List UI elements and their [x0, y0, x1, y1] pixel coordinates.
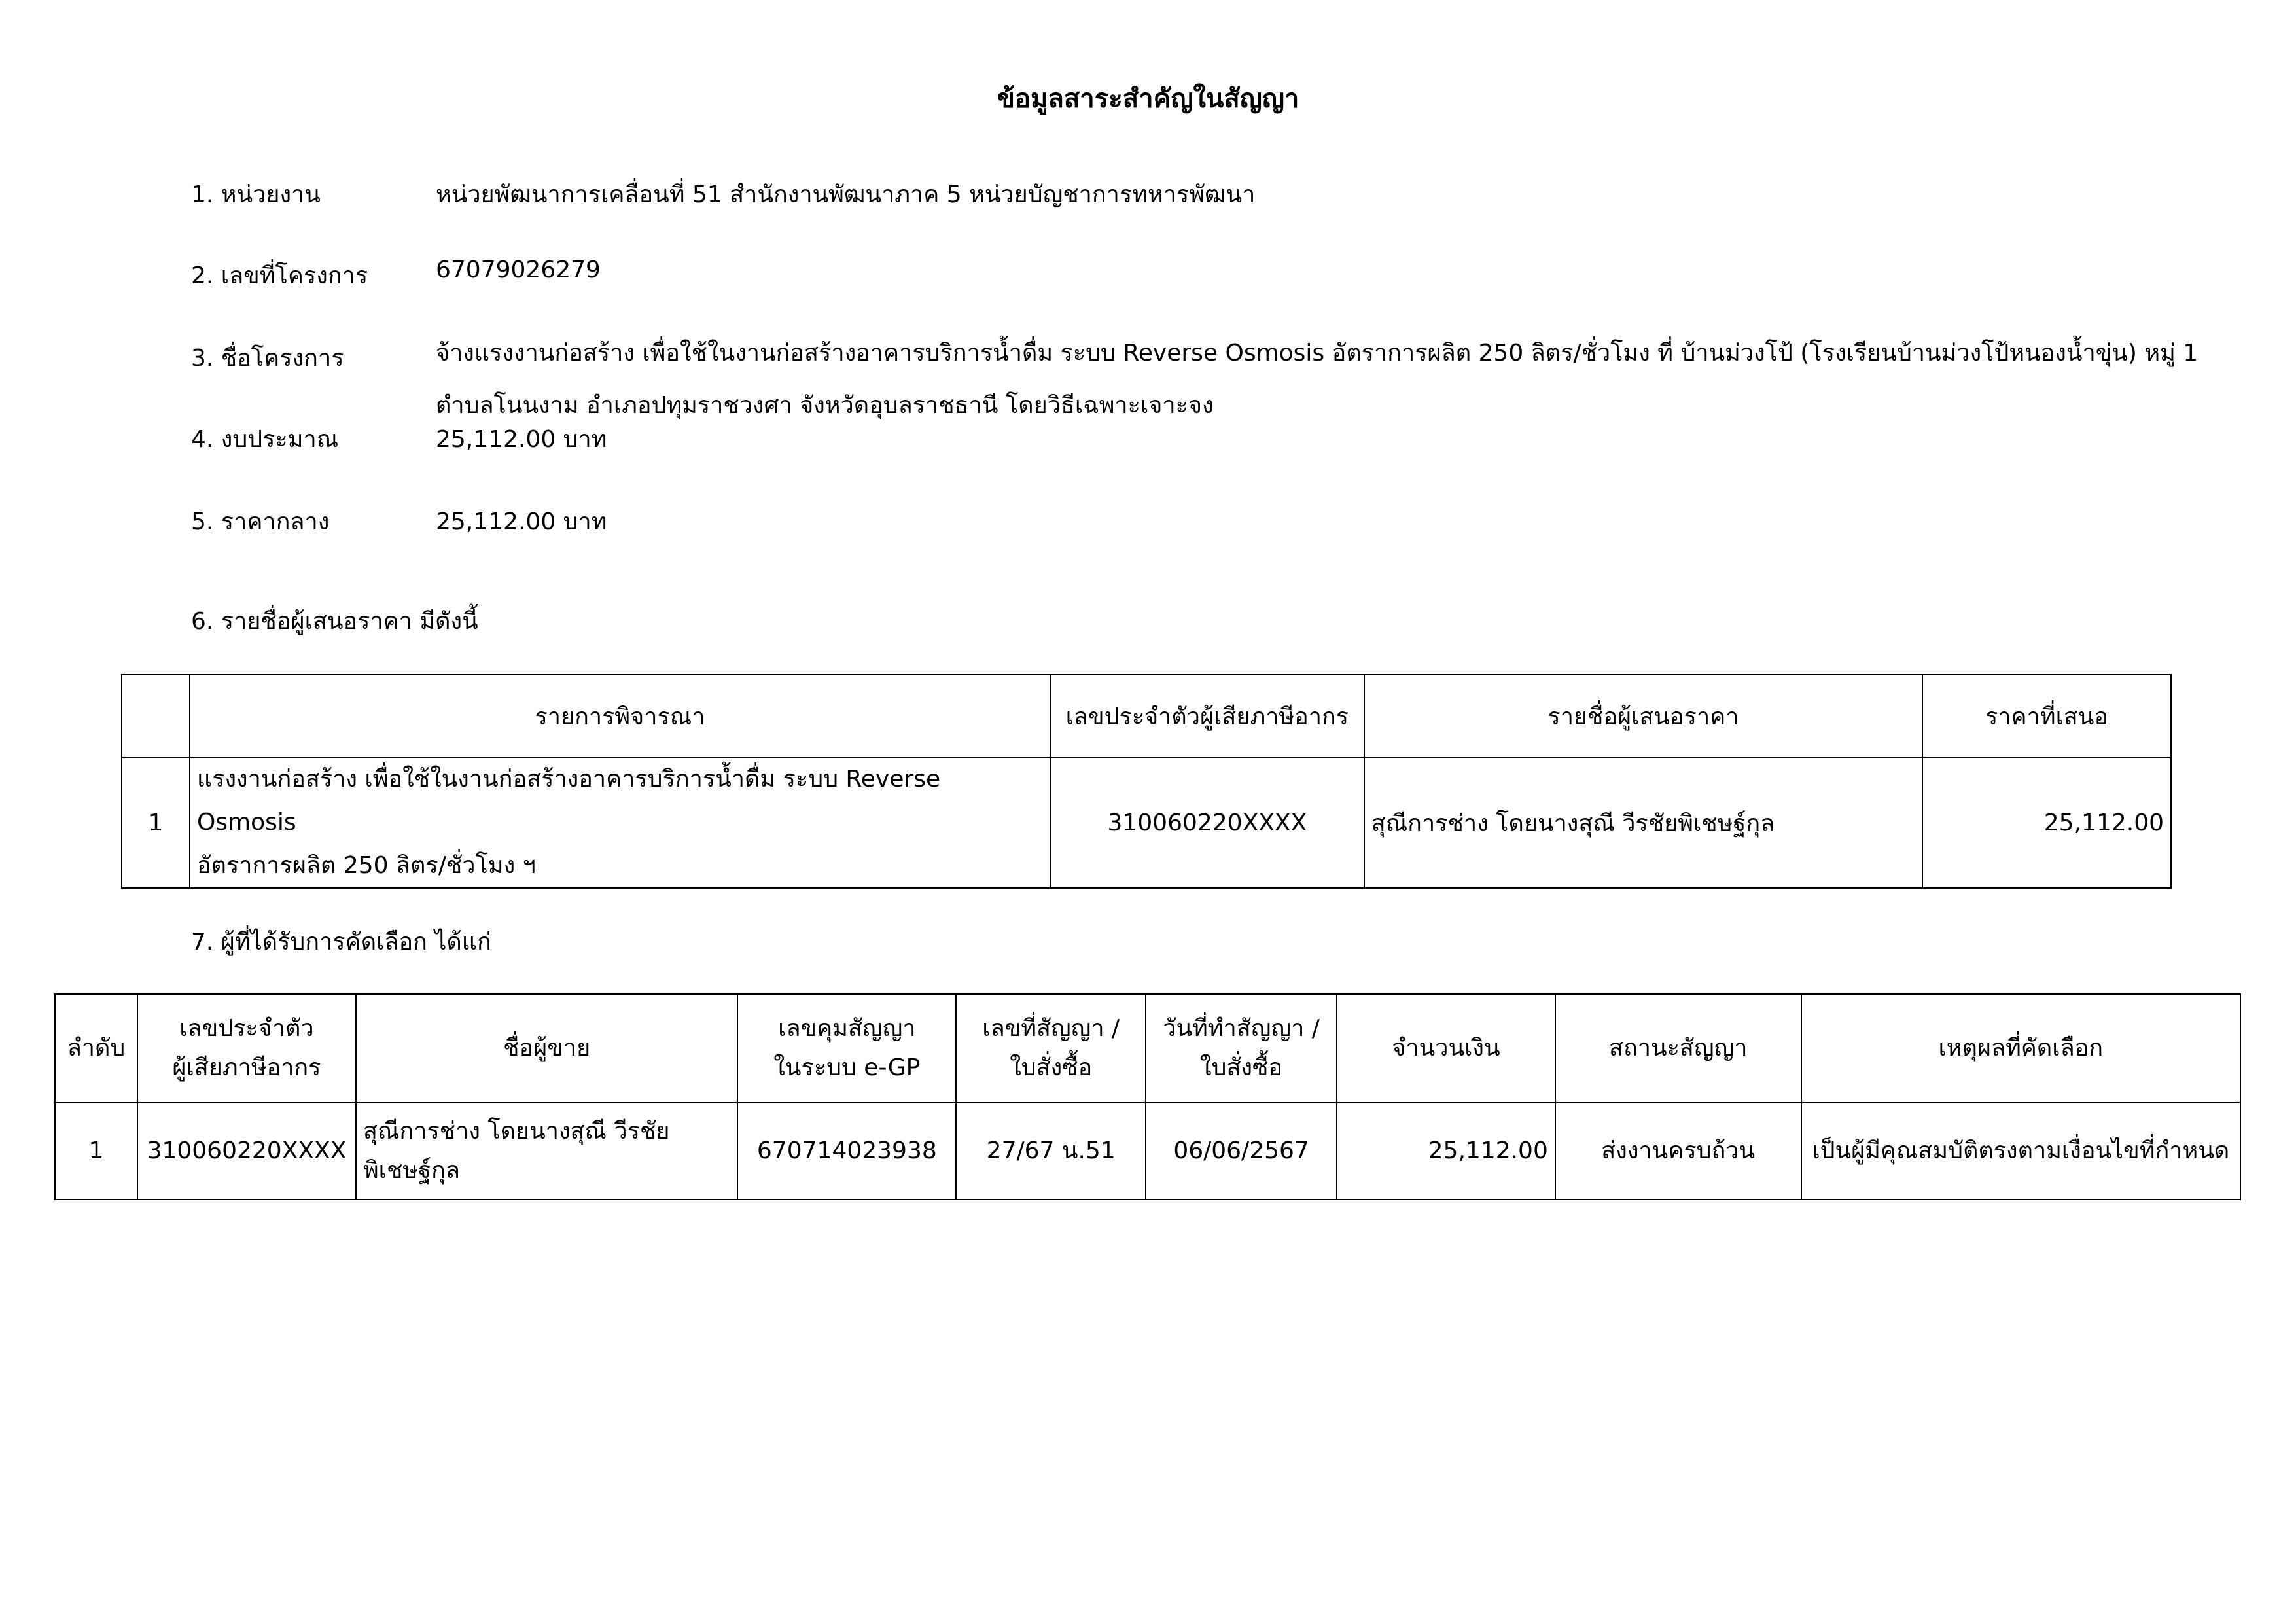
cell-reason: เป็นผู้มีคุณสมบัติตรงตามเงื่อนไขที่กำหนด — [1801, 1103, 2240, 1200]
cell-price: 25,112.00 — [1922, 757, 2171, 888]
cell-tax-id: 310060220XXXX — [137, 1103, 356, 1200]
field-value: 67079026279 — [436, 257, 601, 283]
cell-item — [190, 757, 1050, 888]
table-header-row — [55, 994, 2240, 1103]
header-line: เลขคุมสัญญา — [778, 1015, 916, 1042]
field-value: 25,112.00 บาท — [436, 426, 607, 453]
header-line: เลขประจำตัว — [179, 1015, 314, 1042]
field-label: 5. ราคากลาง — [191, 508, 330, 535]
column-header: ราคาที่เสนอ — [1922, 675, 2171, 757]
cell-seller-line1: สุณีการช่าง โดยนางสุณี วีรชัย — [362, 1118, 670, 1145]
winner-table — [54, 993, 2241, 1200]
cell-egp: 670714023938 — [737, 1103, 956, 1200]
bidders-table — [121, 674, 2172, 889]
field-value: 25,112.00 บาท — [436, 508, 607, 535]
header-line: วันที่ทำสัญญา / — [1163, 1015, 1320, 1042]
cell-status: ส่งงานครบถ้วน — [1555, 1103, 1801, 1200]
column-header: รายการพิจารณา — [190, 675, 1050, 757]
header-line: ผู้เสียภาษีอากร — [172, 1054, 321, 1081]
table-header-row — [122, 675, 2171, 757]
cell-seller-line2: พิเชษฐ์กุล — [362, 1157, 460, 1184]
field-label: 4. งบประมาณ — [191, 426, 339, 453]
field-label: 3. ชื่อโครงการ — [191, 345, 344, 372]
column-header: รายชื่อผู้เสนอราคา — [1364, 675, 1922, 757]
cell-item-line2: อัตราการผลิต 250 ลิตร/ชั่วโมง ฯ — [196, 852, 536, 879]
field-value: จ้างแรงงานก่อสร้าง เพื่อใช้ในงานก่อสร้างอาคารบริการน้ำดื่ม ระบบ Reverse Osmosis อัตราการผลิต 250 ลิตร/ชั่วโมง ที่ บ้านม่วงโป้ (โรงเรียนบ้านม่วงโป้หนองน้ำขุ่น) หมู่ 1 ตำบลโนนงาม อำเภอปทุมราชวงศา จังหวัดอุบลราชธานี โดยวิธีเฉพาะเจาะจง — [436, 340, 2199, 419]
table-row — [122, 757, 2171, 888]
header-line: เลขที่สัญญา / — [982, 1015, 1120, 1042]
section-bidders-label: 6. รายชื่อผู้เสนอราคา มีดังนี้ — [191, 608, 478, 635]
cell-no: 1 — [55, 1103, 137, 1200]
table-row — [55, 1103, 2240, 1200]
field-value: หน่วยพัฒนาการเคลื่อนที่ 51 สำนักงานพัฒนาภาค 5 หน่วยบัญชาการทหารพัฒนา — [436, 181, 1256, 208]
document-title: ข้อมูลสาระสำคัญในสัญญา — [997, 84, 1299, 114]
column-header — [122, 675, 190, 757]
column-header — [737, 994, 956, 1103]
column-header: ลำดับ — [55, 994, 137, 1103]
column-header — [137, 994, 356, 1103]
cell-amount: 25,112.00 — [1337, 1103, 1555, 1200]
field-label: 1. หน่วยงาน — [191, 181, 321, 208]
column-header: จำนวนเงิน — [1337, 994, 1555, 1103]
cell-bidder: สุณีการช่าง โดยนางสุณี วีรชัยพิเชษฐ์กุล — [1364, 757, 1922, 888]
column-header — [1146, 994, 1337, 1103]
cell-item-line1: แรงงานก่อสร้าง เพื่อใช้ในงานก่อสร้างอาคารบริการน้ำดื่ม ระบบ Reverse Osmosis — [196, 766, 941, 836]
column-header: เลขประจำตัวผู้เสียภาษีอากร — [1050, 675, 1364, 757]
cell-contract: 27/67 น.51 — [956, 1103, 1146, 1200]
column-header — [956, 994, 1146, 1103]
section-winner-label: 7. ผู้ที่ได้รับการคัดเลือก ได้แก่ — [191, 929, 491, 955]
field-label: 2. เลขที่โครงการ — [191, 262, 368, 289]
cell-tax-id: 310060220XXXX — [1050, 757, 1364, 888]
column-header: ชื่อผู้ขาย — [356, 994, 737, 1103]
header-line: ใบสั่งซื้อ — [1200, 1054, 1283, 1081]
column-header: เหตุผลที่คัดเลือก — [1801, 994, 2240, 1103]
header-line: ใบสั่งซื้อ — [1010, 1054, 1093, 1081]
cell-no: 1 — [122, 757, 190, 888]
column-header: สถานะสัญญา — [1555, 994, 1801, 1103]
header-line: ในระบบ e-GP — [773, 1054, 921, 1081]
cell-seller — [356, 1103, 737, 1200]
cell-date: 06/06/2567 — [1146, 1103, 1337, 1200]
